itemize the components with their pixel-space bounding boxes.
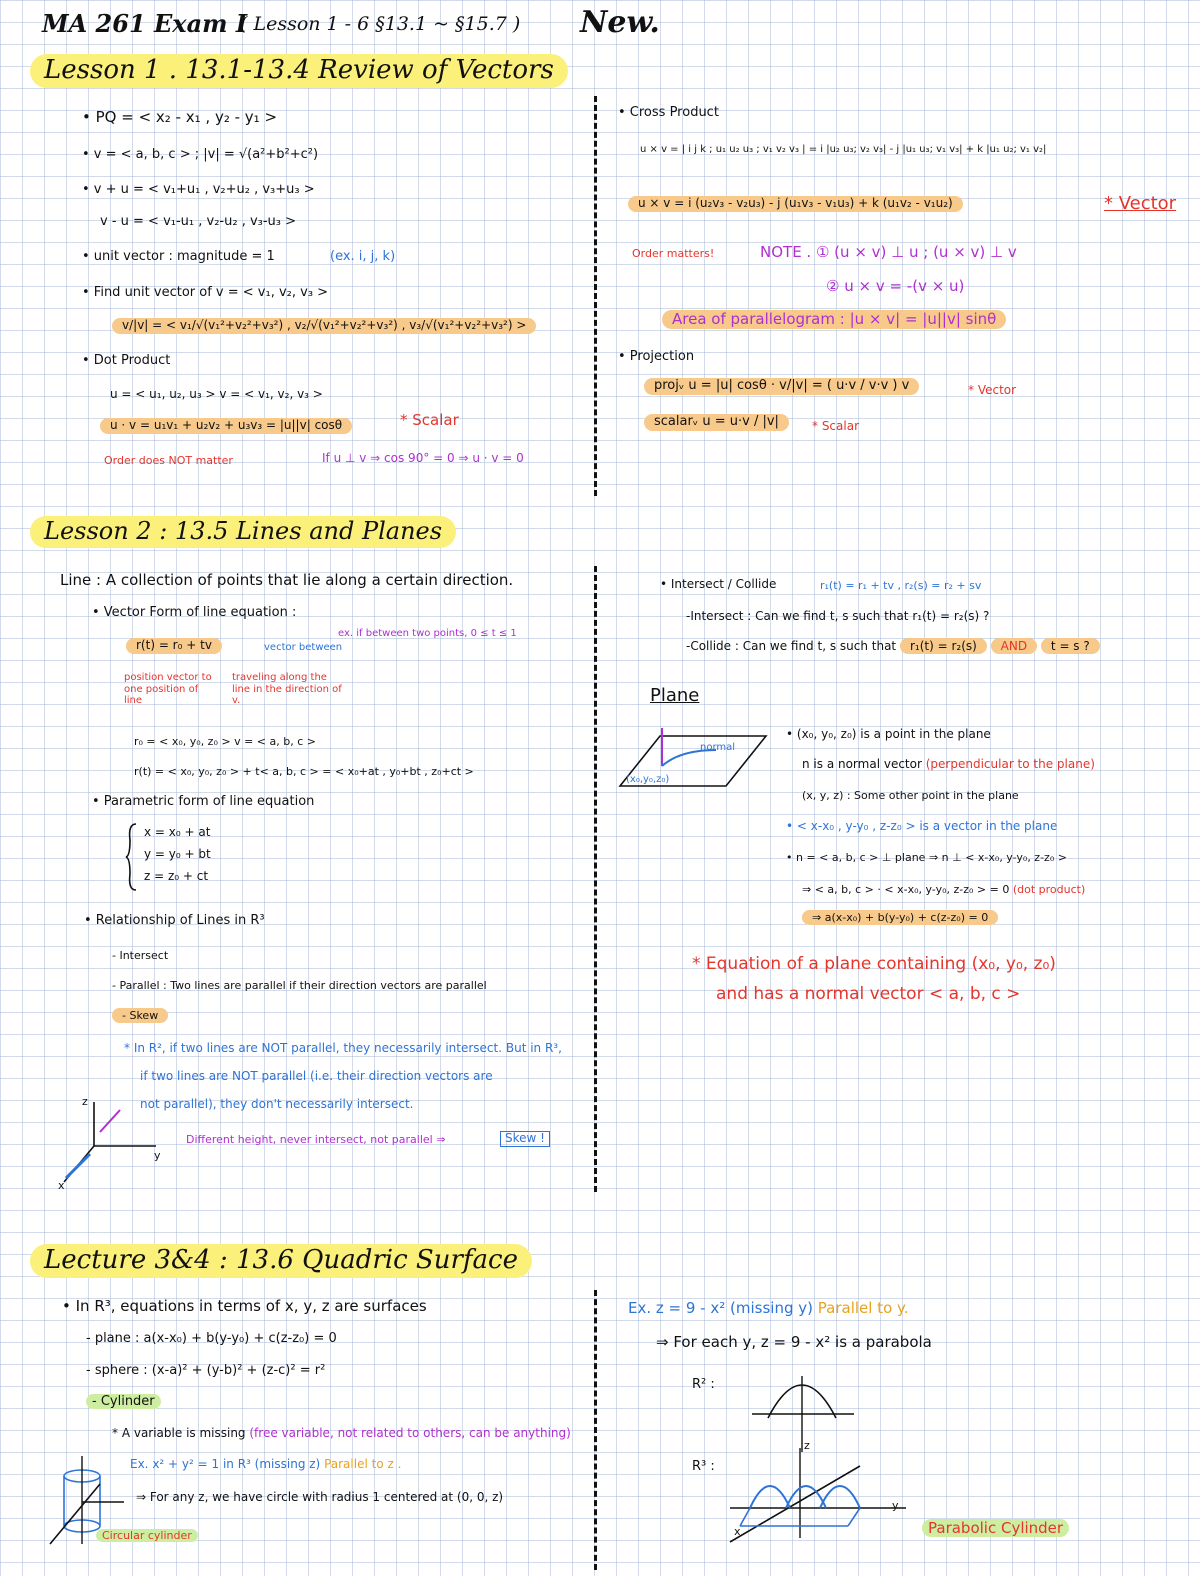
plane-figure-point: (x₀,y₀,z₀) [626, 774, 670, 785]
axis-y-label: y [154, 1149, 161, 1162]
two-line-equations: r₁(t) = r₁ + tv , r₂(s) = r₂ + sv [820, 579, 982, 592]
parabola-example [628, 1300, 909, 1317]
projection-title: • Projection [618, 349, 695, 364]
plane-normal-perp: (perpendicular to the plane) [925, 757, 1095, 771]
order-matters-note: Order matters! [632, 247, 715, 260]
plane-vector-in-plane: • < x-x₀ , y-y₀ , z-z₀ > is a vector in the plane [786, 819, 1058, 833]
lesson2-heading: Lesson 2 : 13.5 Lines and Planes [30, 516, 456, 548]
plane-final-eq: ⇒ a(x-x₀) + b(y-y₀) + c(z-z₀) = 0 [802, 910, 998, 925]
unit-vector-example: (ex. i, j, k) [330, 249, 396, 264]
plane-dot-eq: ⇒ < a, b, c > · < x-x₀, y-y₀, z-z₀ > = 0 [802, 883, 1010, 896]
position-vector-note: position vector to one position of line [124, 672, 212, 706]
divider-lesson1 [594, 96, 597, 496]
relationship-skew [112, 1010, 168, 1023]
scalar-note: * Scalar [400, 411, 459, 429]
relationship-intersect: - Intersect [112, 949, 169, 962]
figure-y-label: y [892, 1499, 899, 1512]
parametric-z: z = z₀ + ct [144, 869, 209, 883]
traveling-note: traveling along the line in the direction of v. [232, 672, 342, 706]
dot-product-formula: u · v = u₁v₁ + u₂v₂ + u₃v₃ = |u||v| cosθ [100, 418, 352, 434]
plane-point: • (x₀, y₀, z₀) is a point in the plane [786, 727, 991, 741]
lecture34-heading: Lecture 3&4 : 13.6 Quadric Surface [30, 1244, 532, 1278]
quadric-sphere: - sphere : (x-a)² + (y-b)² + (z-c)² = r² [86, 1363, 326, 1378]
different-height-note: Different height, never intersect, not parallel ⇒ [186, 1133, 446, 1146]
divider-lecture34 [594, 1290, 597, 1570]
figure-x-label: x [734, 1525, 741, 1538]
cylinder-example [130, 1458, 401, 1472]
circle-radius-note: ⇒ For any z, we have circle with radius 1 centered at (0, 0, z) [136, 1490, 504, 1504]
between-points-note: ex. if between two points, 0 ≤ t ≤ 1 [338, 628, 517, 639]
parallel-to-z: Parallel to z . [324, 1457, 402, 1471]
r0-and-v: r₀ = < x₀, y₀, z₀ > v = < a, b, c > [134, 735, 316, 748]
quadric-plane: - plane : a(x-x₀) + b(y-y₀) + c(z-z₀) = 0 [86, 1331, 337, 1346]
figure-z-label: z [804, 1439, 810, 1452]
magnitude-formula: • v = < a, b, c > ; |v| = √(a²+b²+c²) [82, 147, 319, 162]
parametric-x: x = x₀ + at [144, 825, 211, 839]
exam-scope: ( Lesson 1 - 6 §13.1 ~ §15.7 ) [240, 13, 521, 35]
relationship-parallel: - Parallel : Two lines are parallel if their direction vectors are parallel [112, 979, 487, 992]
collide-and: AND [991, 638, 1037, 654]
plane-dot-step [802, 884, 1085, 897]
unit-vector-formula: v/|v| = < v₁/√(v₁²+v₂²+v₃²) , v₂/√(v₁²+v₂²+v₃²) , v₃/√(v₁²+v₂²+v₃²) > [112, 318, 536, 334]
axis-x-label: x [58, 1179, 65, 1192]
r3-label: R³ : [692, 1459, 715, 1474]
lesson1-heading: Lesson 1 . 13.1-13.4 Review of Vectors [30, 54, 568, 88]
plane-title: Plane [650, 685, 700, 706]
plane-normal-perp-vector: • n = < a, b, c > ⊥ plane ⇒ n ⊥ < x-x₀, y-y₀, z-z₀ > [786, 851, 1067, 864]
plane-normal-text: n is a normal vector [802, 757, 922, 771]
scalar-projection-formula: scalarᵥ u = u·v / |v| [644, 414, 789, 431]
circular-cylinder-label [96, 1530, 198, 1543]
missing-variable-text: * A variable is missing [112, 1426, 246, 1440]
circular-cylinder-text: Circular cylinder [96, 1529, 198, 1542]
line-definition: Line : A collection of points that lie along a certain direction. [60, 571, 514, 589]
parametric-title: • Parametric form of line equation [92, 794, 315, 809]
cross-note-1: NOTE . ① (u × v) ⊥ u ; (u × v) ⊥ v [760, 243, 1017, 261]
projection-note: * Vector [968, 383, 1017, 397]
plane-dot-note: (dot product) [1012, 883, 1086, 896]
parabolic-cylinder-label [922, 1520, 1069, 1537]
parametric-y: y = y₀ + bt [144, 847, 211, 861]
cross-product-formula: u × v = i (u₂v₃ - v₂u₃) - j (u₁v₃ - v₁u₃) + k (u₁v₂ - v₁u₂) [628, 196, 963, 212]
order-not-matter-note: Order does NOT matter [104, 454, 233, 467]
skew-note-line2: if two lines are NOT parallel (i.e. their direction vectors are [140, 1069, 493, 1083]
relationship-title: • Relationship of Lines in R³ [84, 913, 265, 928]
quadric-cylinder [86, 1395, 161, 1410]
skew-lines-figure [60, 1096, 170, 1196]
skew-box: Skew ! [500, 1131, 550, 1147]
plane-normal [802, 758, 1095, 772]
cross-note-2: ② u × v = -(v × u) [826, 277, 965, 295]
parabola-example-eq: Ex. z = 9 - x² (missing y) [628, 1299, 813, 1317]
find-unit-vector: • Find unit vector of v = < v₁, v₂, v₃ > [82, 285, 329, 300]
cross-product-title: • Cross Product [618, 105, 719, 120]
exam-title: MA 261 Exam I [42, 9, 248, 38]
plane-equation-note-2: and has a normal vector < a, b, c > [716, 984, 1021, 1004]
free-variable-note: (free variable, not related to others, can be anything) [249, 1426, 571, 1440]
parametric-brace [124, 822, 140, 892]
perpendicular-note: If u ⊥ v ⇒ cos 90° = 0 ⇒ u · v = 0 [322, 451, 524, 465]
new-tag: New. [580, 5, 660, 40]
scalar-projection-note: * Scalar [812, 419, 860, 433]
skew-note-line3: not parallel), they don't necessarily intersect. [140, 1097, 414, 1111]
cylinder-example-eq: Ex. x² + y² = 1 in R³ (missing z) [130, 1457, 321, 1471]
quadric-line-1: • In R³, equations in terms of x, y, z are surfaces [62, 1297, 427, 1315]
parallelogram-area: Area of parallelogram : |u × v| = |u||v| sinθ [662, 310, 1006, 329]
collide-text: -Collide : Can we find t, s such that [686, 639, 897, 653]
vector-subtraction: v - u = < v₁-u₁ , v₂-u₂ , v₃-u₃ > [100, 214, 297, 229]
collide-equation: r₁(t) = r₂(s) [900, 638, 987, 654]
parabolic-cylinder-figure [720, 1446, 910, 1546]
parabola-each-y: ⇒ For each y, z = 9 - x² is a parabola [656, 1333, 932, 1351]
collide-definition [686, 640, 1100, 654]
divider-lesson2 [594, 566, 597, 1192]
vector-form-title: • Vector Form of line equation : [92, 605, 297, 620]
skew-note-line1: * In R², if two lines are NOT parallel, they necessarily intersect. But in R³, [124, 1041, 562, 1055]
r2-label: R² : [692, 1377, 715, 1392]
plane-other-point: (x, y, z) : Some other point in the plane [802, 789, 1019, 802]
dot-product-vectors: u = < u₁, u₂, u₃ > v = < v₁, v₂, v₃ > [110, 387, 323, 401]
dot-product-title: • Dot Product [82, 353, 171, 368]
axis-z-label: z [82, 1095, 88, 1108]
rt-line: r(t) = < x₀, y₀, z₀ > + t< a, b, c > = < x₀+at , y₀+bt , z₀+ct > [134, 765, 474, 778]
vector-addition: • v + u = < v₁+u₁ , v₂+u₂ , v₃+u₃ > [82, 182, 315, 197]
cylinder-label: - Cylinder [86, 1394, 161, 1409]
missing-variable-note [112, 1427, 571, 1441]
plane-figure-normal: normal [700, 742, 736, 753]
intersect-collide-title: • Intersect / Collide [660, 577, 777, 591]
pq-formula: • PQ = < x₂ - x₁ , y₂ - y₁ > [82, 108, 278, 126]
parabola-2d-figure [748, 1374, 858, 1454]
vector-note: * Vector [1104, 193, 1177, 214]
vector-form-equation: r(t) = r₀ + tv [126, 638, 222, 654]
vector-between-note: vector between [264, 642, 343, 653]
cross-product-determinant: u × v = | i j k ; u₁ u₂ u₃ ; v₁ v₂ v₃ | = i |u₂ u₃; v₂ v₃| - j |u₁ u₃; v₁ v₃| + k |u₁ u₂; v₁ v₂| [640, 144, 1047, 155]
parallel-to-y: Parallel to y. [817, 1299, 909, 1317]
skew-label: - Skew [112, 1008, 168, 1023]
intersect-definition: -Intersect : Can we find t, s such that r₁(t) = r₂(s) ? [686, 609, 990, 623]
unit-vector-def: • unit vector : magnitude = 1 [82, 249, 275, 264]
plane-figure [620, 720, 770, 800]
parabolic-cylinder-text: Parabolic Cylinder [922, 1519, 1069, 1537]
collide-time: t = s ? [1041, 638, 1100, 654]
projection-formula: projᵥ u = |u| cosθ · v/|v| = ( u·v / v·v ) v [644, 378, 919, 395]
plane-equation-note-1: * Equation of a plane containing (x₀, y₀, z₀) [692, 954, 1056, 974]
plane-final-step [802, 912, 998, 925]
